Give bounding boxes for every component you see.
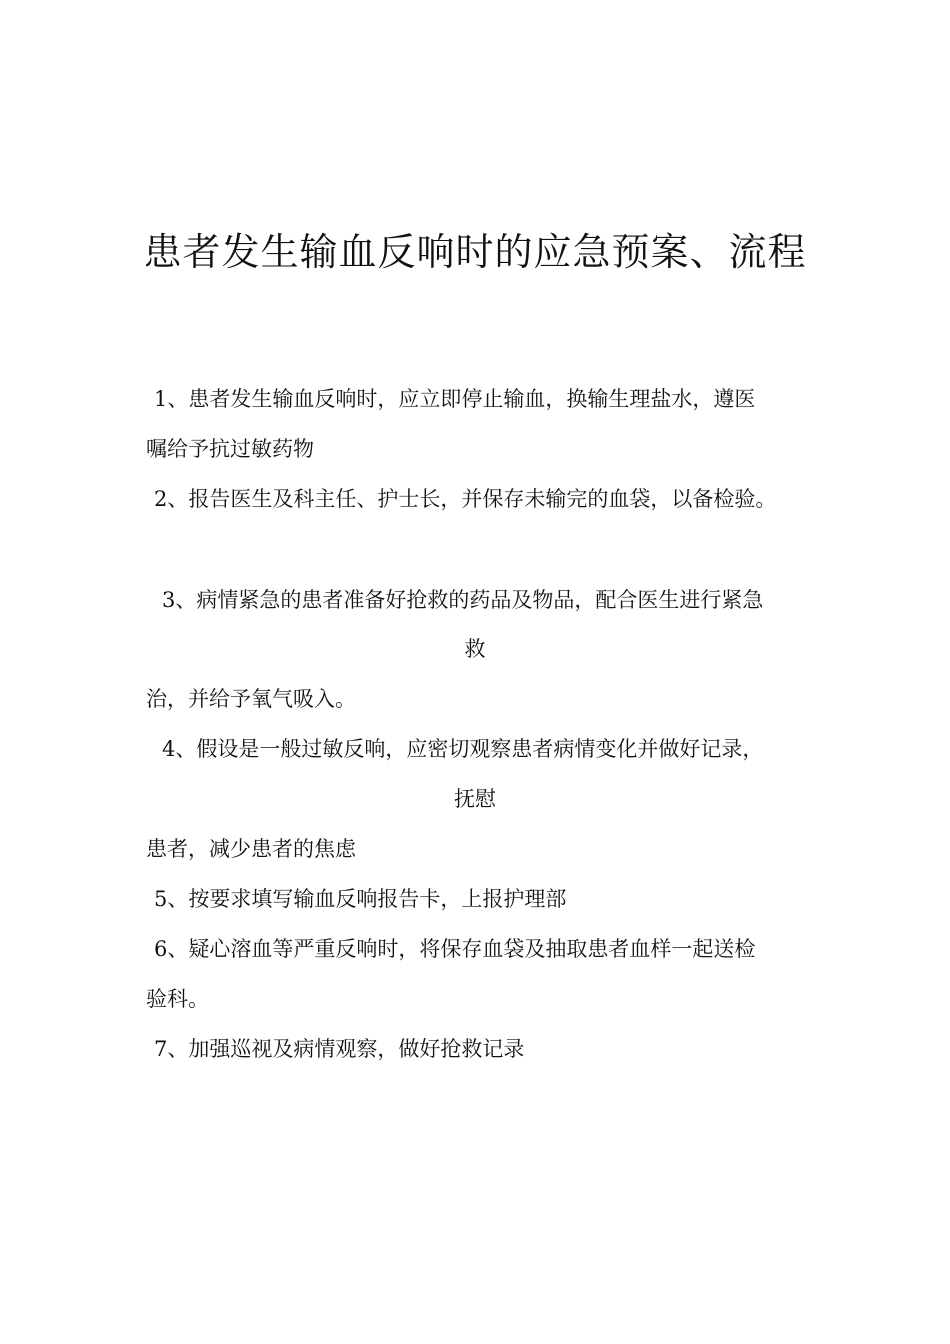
- step-3-line-center: 救: [464, 637, 486, 661]
- step-5-line-1: 5、按要求填写输血反响报告卡，上报护理部: [154, 887, 567, 911]
- step-4-line-center: 抚慰: [454, 787, 496, 811]
- step-4-line-1: 4、假设是一般过敏反响，应密切观察患者病情变化并做好记录，: [162, 737, 764, 761]
- step-6-line-2: 验科。: [146, 987, 209, 1011]
- step-7-line-1: 7、加强巡视及病情观察，做好抢救记录: [154, 1037, 525, 1061]
- step-1-line-1: 1、患者发生输血反响时，应立即停止输血，换输生理盐水，遵医: [154, 387, 756, 411]
- step-3-line-2: 治，并给予氧气吸入。: [146, 687, 356, 711]
- step-2-line-1: 2、报告医生及科主任、护士长，并保存未输完的血袋，以备检验。: [154, 487, 777, 511]
- step-1-line-2: 嘱给予抗过敏药物: [146, 437, 314, 461]
- step-6-line-1: 6、疑心溶血等严重反响时，将保存血袋及抽取患者血样一起送检: [154, 937, 756, 961]
- step-3-line-1: 3、病情紧急的患者准备好抢救的药品及物品，配合医生进行紧急: [162, 588, 764, 612]
- step-4-line-2: 患者，减少患者的焦虑: [146, 837, 356, 861]
- document-title: 患者发生输血反响时的应急预案、流程: [143, 230, 807, 274]
